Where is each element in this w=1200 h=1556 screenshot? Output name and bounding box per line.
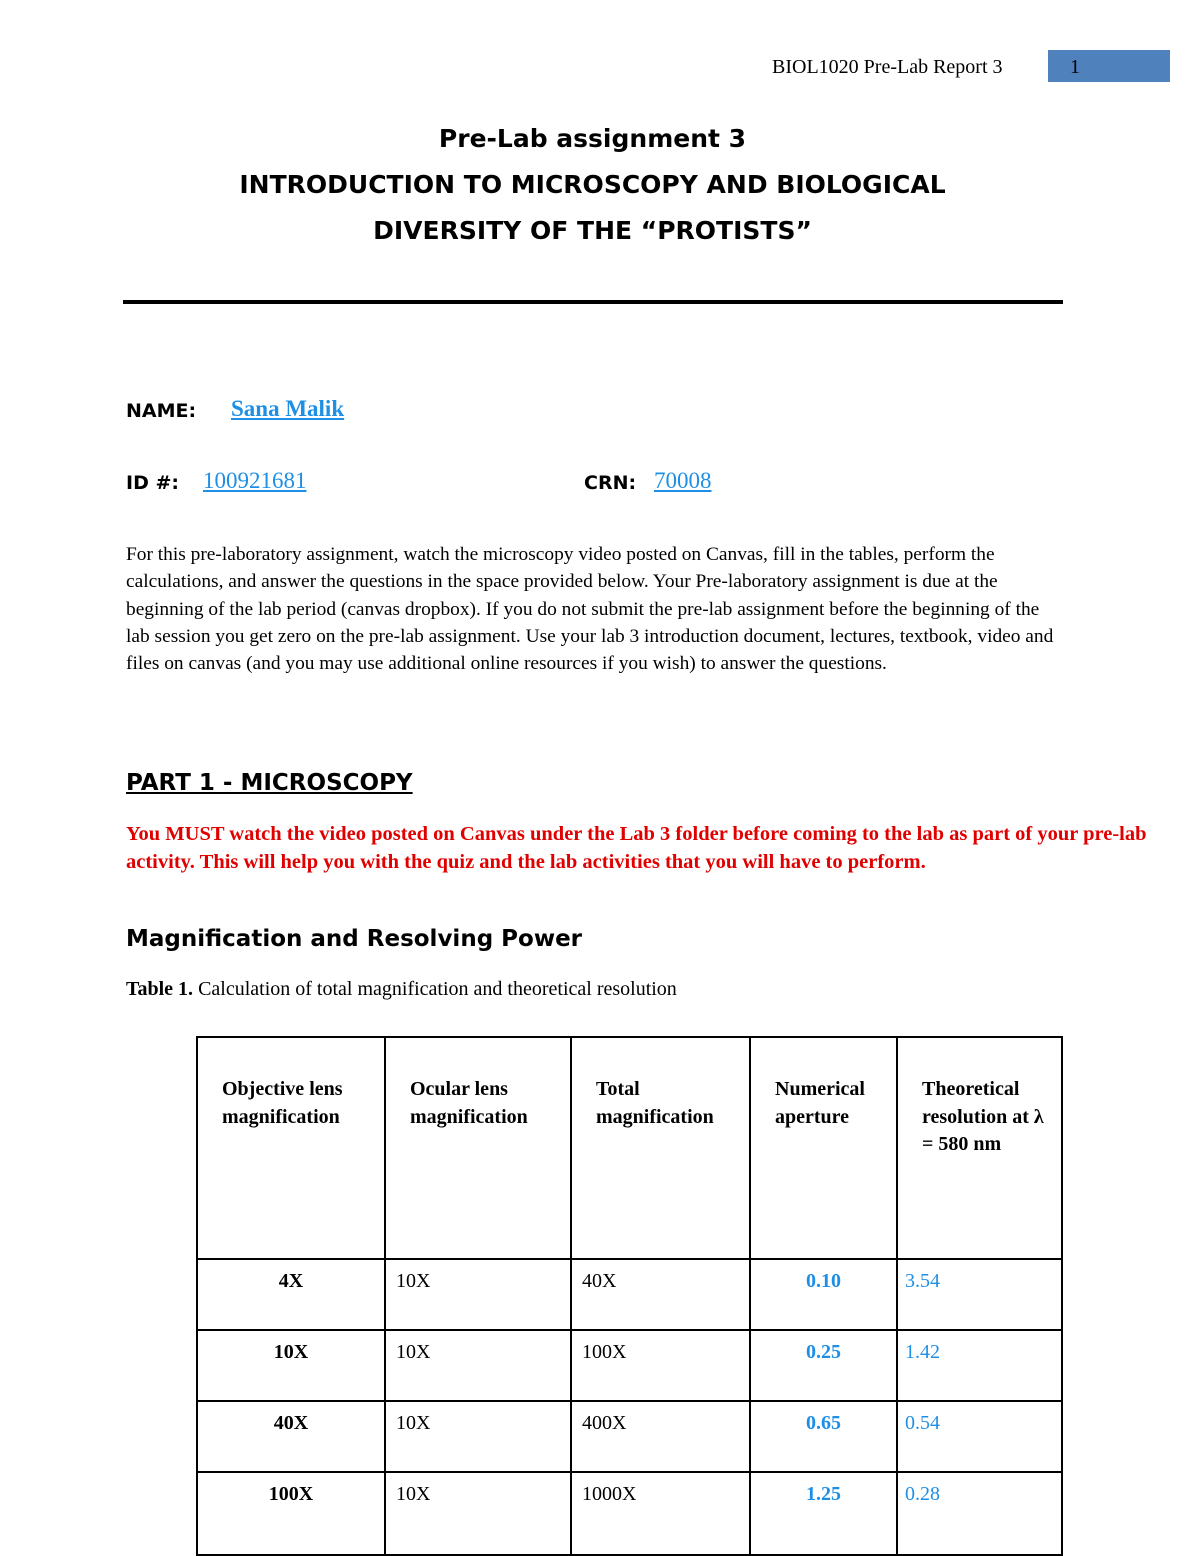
title-line-1: Pre-Lab assignment 3 bbox=[438, 124, 747, 153]
warning-paragraph: You MUST watch the video posted on Canvas under the Lab 3 folder before coming to the lab as part of your pre-lab activity. This will help you with the quiz and the lab activities that you will have to perform. bbox=[126, 823, 1147, 873]
cell-ocular: 10X bbox=[385, 1259, 571, 1330]
cell-na: 0.10 bbox=[750, 1259, 897, 1330]
table-row bbox=[197, 1259, 1062, 1330]
name-label: NAME: bbox=[126, 400, 197, 422]
header-total: Total magnification bbox=[571, 1037, 750, 1259]
cell-na: 0.25 bbox=[750, 1330, 897, 1401]
crn-value: 70008 bbox=[654, 468, 712, 493]
magnification-table bbox=[196, 1036, 1063, 1556]
cell-resolution: 0.28 bbox=[897, 1472, 1062, 1555]
table-caption bbox=[126, 978, 677, 1001]
table-row bbox=[197, 1472, 1062, 1555]
crn-label: CRN: bbox=[584, 472, 637, 494]
table-caption-label: Table 1. bbox=[126, 978, 194, 1000]
table-caption-text: Calculation of total magnification and theoretical resolution bbox=[193, 978, 677, 1000]
cell-resolution: 0.54 bbox=[897, 1401, 1062, 1472]
cell-objective: 4X bbox=[197, 1259, 385, 1330]
header-numerical-aperture: Numerical aperture bbox=[750, 1037, 897, 1259]
cell-ocular: 10X bbox=[385, 1401, 571, 1472]
title-line-2: INTRODUCTION TO MICROSCOPY AND BIOLOGICAL bbox=[239, 170, 946, 199]
cell-resolution: 3.54 bbox=[897, 1259, 1062, 1330]
title-divider bbox=[123, 300, 1063, 304]
section-heading: Magnification and Resolving Power bbox=[126, 926, 583, 952]
id-label: ID #: bbox=[126, 472, 179, 494]
cell-na: 0.65 bbox=[750, 1401, 897, 1472]
cell-resolution: 1.42 bbox=[897, 1330, 1062, 1401]
cell-total: 1000X bbox=[571, 1472, 750, 1555]
header-objective: Objective lens magnification bbox=[197, 1037, 385, 1259]
name-value: Sana Malik bbox=[231, 396, 345, 421]
cell-na: 1.25 bbox=[750, 1472, 897, 1555]
header-ocular: Ocular lens magnification bbox=[385, 1037, 571, 1259]
id-value: 100921681 bbox=[203, 468, 307, 493]
running-header: BIOL1020 Pre-Lab Report 3 bbox=[772, 56, 1003, 78]
page-number: 1 bbox=[1048, 50, 1170, 82]
cell-objective: 40X bbox=[197, 1401, 385, 1472]
table-row bbox=[197, 1330, 1062, 1401]
cell-objective: 100X bbox=[197, 1472, 385, 1555]
cell-total: 100X bbox=[571, 1330, 750, 1401]
table-header-row bbox=[197, 1037, 1062, 1259]
cell-total: 40X bbox=[571, 1259, 750, 1330]
title-line-3: DIVERSITY OF THE “PROTISTS” bbox=[373, 216, 812, 245]
cell-total: 400X bbox=[571, 1401, 750, 1472]
table-row bbox=[197, 1401, 1062, 1472]
cell-objective: 10X bbox=[197, 1330, 385, 1401]
intro-paragraph: For this pre-laboratory assignment, watch the microscopy video posted on Canvas, fill in the tables, perform the calculations, and answer the questions in the space provided below. Your Pre-laboratory assignment is due at the beginning of the lab period (canvas dropbox). If you do not submit the pre-lab assignment before the beginning of the lab session you get zero on the pre-lab assignment. Use your lab 3 introduction document, lectures, textbook, video and files on canvas (and you may use additional online resources if you wish) to answer the questions. bbox=[126, 544, 1054, 675]
cell-ocular: 10X bbox=[385, 1472, 571, 1555]
cell-ocular: 10X bbox=[385, 1330, 571, 1401]
part1-heading: PART 1 - MICROSCOPY bbox=[126, 770, 413, 796]
header-resolution: Theoretical resolution at λ = 580 nm bbox=[897, 1037, 1062, 1259]
